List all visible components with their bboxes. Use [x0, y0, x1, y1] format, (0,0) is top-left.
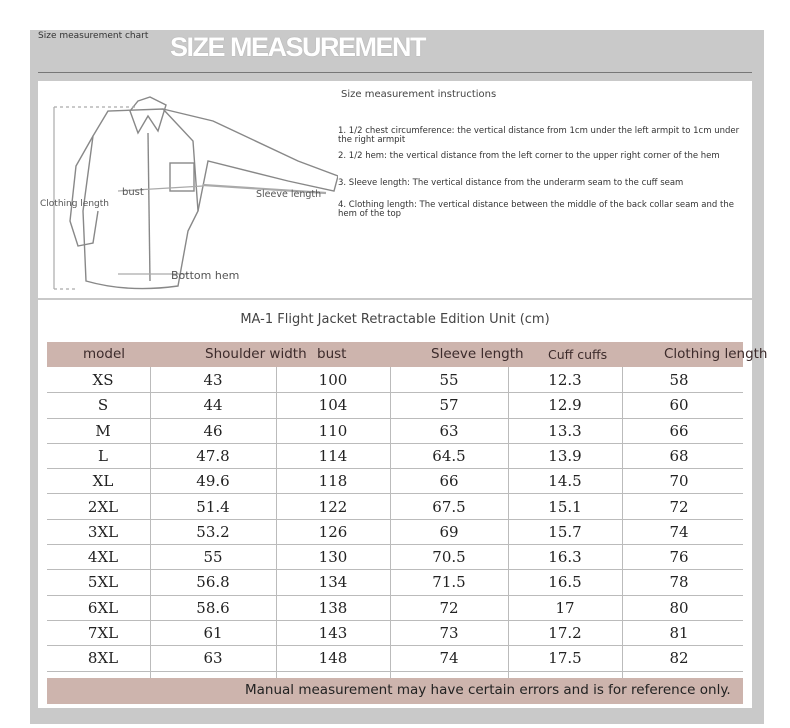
size-cell: XS — [92, 371, 114, 389]
value-cell: 67.5 — [432, 497, 466, 516]
label-sleeve-length: Sleeve length — [256, 189, 322, 200]
value-cell: 126 — [318, 522, 348, 541]
size-cell: 3XL — [87, 522, 119, 541]
table-row — [47, 443, 743, 469]
header-model: model — [83, 346, 126, 362]
value-cell: 143 — [318, 624, 348, 642]
value-cell: 134 — [318, 573, 348, 592]
size-cell: 4XL — [87, 548, 119, 567]
label-bust: bust — [122, 187, 144, 198]
instruction-item-1: 1. 1/2 chest circumference: the vertical distance from 1cm under the left armpit to 1cm under the right armpit — [338, 126, 740, 145]
table-row — [47, 620, 743, 646]
table-note-row — [47, 678, 743, 704]
value-cell: 78 — [669, 573, 689, 592]
value-cell: 63 — [439, 421, 459, 440]
value-cell: 43 — [203, 371, 223, 389]
value-cell: 44 — [203, 396, 223, 415]
value-cell: 74 — [669, 522, 689, 541]
table-row — [47, 645, 743, 671]
column-divider — [622, 367, 623, 683]
header-shoulder-width: Shoulder width — [205, 346, 307, 362]
size-table — [38, 300, 768, 708]
value-cell: 70 — [669, 472, 689, 491]
size-cell: 8XL — [87, 649, 119, 668]
value-cell: 60 — [669, 396, 689, 415]
value-cell: 49.6 — [196, 472, 230, 491]
value-cell: 63 — [203, 649, 223, 668]
table-note: Manual measurement may have certain errors and is for reference only. — [245, 682, 731, 698]
size-cell: 5XL — [87, 573, 119, 592]
column-divider — [276, 367, 277, 683]
size-cell: L — [98, 446, 108, 465]
value-cell: 57 — [439, 396, 459, 415]
label-bottom-hem: Bottom hem — [171, 269, 240, 282]
value-cell: 14.5 — [548, 472, 582, 491]
value-cell: 74 — [439, 649, 459, 668]
value-cell: 138 — [318, 598, 348, 617]
value-cell: 66 — [439, 472, 459, 491]
value-cell: 56.8 — [196, 573, 230, 592]
value-cell: 80 — [669, 598, 689, 617]
instruction-item-4: 4. Clothing length: The vertical distance between the middle of the back collar seam and the hem of the top — [338, 200, 734, 219]
column-divider — [508, 367, 509, 683]
value-cell: 12.3 — [548, 371, 582, 389]
table-row — [47, 392, 743, 418]
value-cell: 100 — [318, 371, 348, 389]
value-cell: 70.5 — [432, 548, 466, 567]
instruction-item-3: 3. Sleeve length: The vertical distance from the underarm seam to the cuff seam — [338, 178, 684, 188]
header-sleeve-length: Sleeve length — [431, 346, 524, 362]
table-row — [47, 569, 743, 595]
value-cell: 71.5 — [432, 573, 466, 592]
header-title: SIZE MEASUREMENT — [170, 32, 426, 62]
value-cell: 17 — [555, 598, 575, 617]
instruction-panel — [38, 81, 752, 298]
value-cell: 68 — [669, 446, 689, 465]
value-cell: 58.6 — [196, 598, 230, 617]
column-divider — [150, 367, 151, 683]
instructions-title: Size measurement instructions — [341, 89, 497, 100]
header-clothing-length: Clothing length — [664, 346, 768, 362]
value-cell: 13.9 — [548, 446, 582, 465]
header-small-title: Size measurement chart — [38, 31, 149, 41]
table-body — [47, 367, 743, 683]
table-row — [47, 468, 743, 494]
value-cell: 118 — [318, 472, 348, 491]
value-cell: 55 — [203, 548, 223, 567]
size-cell: XL — [92, 472, 114, 491]
table-row — [47, 544, 743, 570]
value-cell: 73 — [439, 624, 459, 642]
value-cell: 47.8 — [196, 446, 230, 465]
header-cuff-cuffs: Cuff cuffs — [548, 347, 608, 362]
table-title: MA-1 Flight Jacket Retractable Edition Unit (cm) — [240, 312, 550, 327]
value-cell: 64.5 — [432, 446, 466, 465]
size-cell: 6XL — [87, 598, 119, 617]
size-cell: 7XL — [87, 624, 119, 642]
value-cell: 61 — [203, 624, 223, 642]
value-cell: 16.5 — [548, 573, 582, 592]
value-cell: 122 — [318, 497, 348, 516]
value-cell: 72 — [439, 598, 459, 617]
size-cell: S — [97, 396, 109, 415]
value-cell: 72 — [669, 497, 689, 516]
table-row — [47, 519, 743, 545]
table-header-row — [47, 342, 768, 367]
value-cell: 148 — [318, 649, 348, 668]
column-divider — [390, 367, 391, 683]
instruction-item-2: 2. 1/2 hem: the vertical distance from the left corner to the upper right corner of the hem — [338, 151, 720, 161]
value-cell: 76 — [669, 548, 689, 567]
value-cell: 12.9 — [548, 396, 582, 415]
table-row — [47, 494, 743, 520]
value-cell: 13.3 — [548, 421, 582, 440]
value-cell: 51.4 — [196, 497, 230, 516]
value-cell: 130 — [318, 548, 348, 567]
value-cell: 82 — [669, 649, 689, 668]
value-cell: 53.2 — [196, 522, 230, 541]
value-cell: 46 — [203, 421, 223, 440]
value-cell: 17.2 — [548, 624, 582, 642]
label-clothing-length: Clothing length — [40, 199, 109, 209]
value-cell: 58 — [669, 371, 689, 389]
value-cell: 104 — [318, 396, 348, 415]
value-cell: 110 — [318, 421, 348, 440]
value-cell: 15.7 — [548, 522, 582, 541]
header-divider — [38, 72, 752, 73]
value-cell: 114 — [318, 446, 348, 465]
value-cell: 55 — [439, 371, 459, 389]
value-cell: 16.3 — [548, 548, 582, 567]
value-cell: 69 — [439, 522, 459, 541]
size-cell: M — [95, 421, 111, 440]
header-bust: bust — [317, 346, 347, 362]
table-row — [47, 595, 743, 621]
table-row — [47, 367, 743, 393]
value-cell: 17.5 — [548, 649, 582, 668]
table-row — [47, 418, 743, 444]
value-cell: 15.1 — [548, 497, 582, 516]
size-cell: 2XL — [87, 497, 119, 516]
value-cell: 81 — [669, 624, 689, 642]
value-cell: 66 — [669, 421, 689, 440]
